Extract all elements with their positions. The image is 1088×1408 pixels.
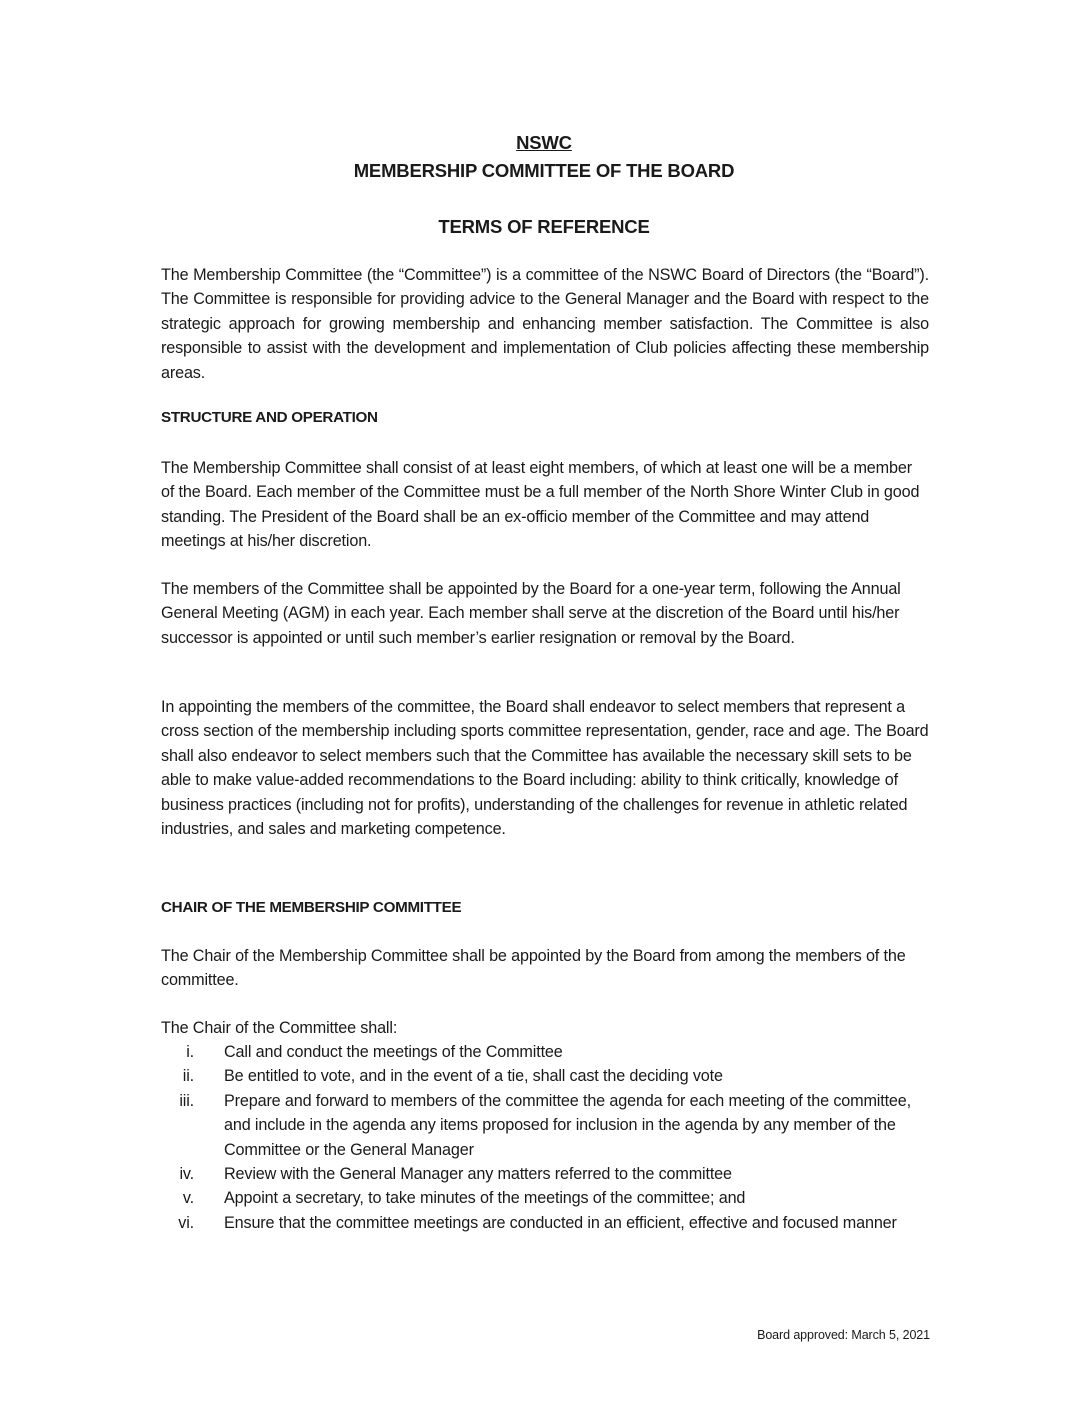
approval-date-footer: Board approved: March 5, 2021 — [757, 1328, 930, 1342]
list-item-number: ii. — [182, 1067, 194, 1086]
list-item-number: vi. — [178, 1213, 194, 1232]
chair-duties-list — [161, 1040, 929, 1235]
structure-paragraph-1: The Membership Committee shall consist of at least eight members, of which at least one will be a member of the Board. Each member of the Committee must be a full member of the North Shore Winter Club in good standing. The President of the Board shall be an ex-officio member of the Committee and may attend meetings at his/her discretion. — [161, 459, 920, 551]
list-item-text: Appoint a secretary, to take minutes of the meetings of the committee; and — [224, 1189, 746, 1208]
list-item-text: Prepare and forward to members of the committee the agenda for each meeting of the committee, and include in the agenda any items proposed for inclusion in the agenda by any member of the Committee or the General Manager — [224, 1091, 911, 1159]
list-item-text: Call and conduct the meetings of the Committee — [224, 1043, 563, 1061]
list-item — [161, 1211, 929, 1235]
list-item-text: Be entitled to vote, and in the event of a tie, shall cast the deciding vote — [224, 1067, 723, 1086]
list-item-number: iv. — [179, 1165, 194, 1184]
structure-heading: STRUCTURE AND OPERATION — [161, 409, 378, 426]
list-item — [161, 1089, 929, 1162]
chair-heading: CHAIR OF THE MEMBERSHIP COMMITTEE — [161, 899, 462, 916]
list-item-number: iii. — [179, 1091, 194, 1110]
committee-title: MEMBERSHIP COMMITTEE OF THE BOARD — [353, 160, 735, 181]
list-item — [161, 1040, 929, 1064]
list-item — [161, 1186, 929, 1210]
list-item — [161, 1162, 929, 1186]
document-subtitle: TERMS OF REFERENCE — [438, 216, 650, 237]
intro-paragraph: The Membership Committee (the “Committee”) is a committee of the NSWC Board of Directors (the “Board”). The Committee is responsible for providing advice to the General Manager and the Board with respect to the strategic approach for growing membership and enhancing member satisfaction. The Committee is also responsible to assist with the development and implementation of Club policies affecting these membership areas. — [161, 266, 929, 382]
chair-appointment-paragraph: The Chair of the Membership Committee shall be appointed by the Board from among the members of the committee. — [161, 947, 906, 990]
list-item-number: v. — [182, 1189, 194, 1208]
structure-paragraph-3: In appointing the members of the committee, the Board shall endeavor to select members that represent a cross section of the membership including sports committee representation, gender, race and age. The Board shall also endeavor to select members such that the Committee has available the necessary skill sets to be able to make value-added recommendations to the Board including: ability to think critically, knowledge of business practices (including not for profits), understanding of the challenges for revenue in athletic related industries, and sales and marketing competence. — [161, 698, 929, 839]
list-item-text: Ensure that the committee meetings are conducted in an efficient, effective and focused manner — [224, 1213, 897, 1232]
list-item — [161, 1064, 929, 1088]
structure-paragraph-2: The members of the Committee shall be appointed by the Board for a one-year term, following the Annual General Meeting (AGM) in each year. Each member shall serve at the discretion of the Board until his/her successor is appointed or until such member’s earlier resignation or removal by the Board. — [161, 580, 901, 647]
list-item-number: i. — [186, 1043, 194, 1061]
organization-title: NSWC — [516, 132, 572, 153]
chair-list-intro: The Chair of the Committee shall: — [161, 1019, 398, 1037]
list-item-text: Review with the General Manager any matters referred to the committee — [224, 1165, 732, 1184]
